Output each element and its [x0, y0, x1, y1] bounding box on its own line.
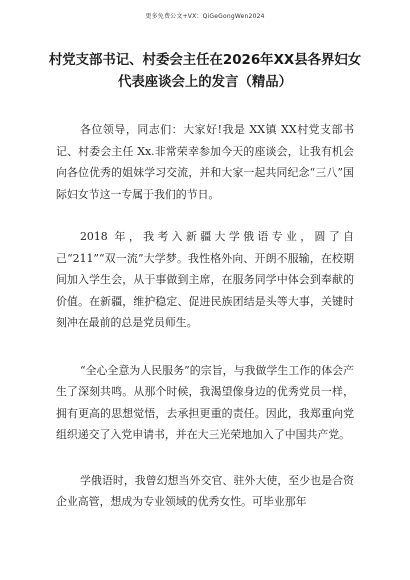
paragraph: “全心全意为人民服务”的宗旨，与我做学生工作的体会产生了深刻共鸣。从那个时候，我渴望像身边的优秀党员一样，拥有更高的思想觉悟，去承担更重的责任。因此，我郑重向党组织递交了入党申请书，并在大三光荣地加入了中国共产党。 [56, 363, 354, 441]
document-title: 村党支部书记、村委会主任在2026年XX县各界妇女代表座谈会上的发言（精品） [48, 53, 362, 90]
paragraph: 2018 年，我考入新疆大学俄语专业，圆了自己“211”“双一流”大学梦。我性格外向、开朗不服输，在校期间加入学生会，从于事做到主席，在服务同学中体会到奉献的价值。在新疆，维护稳定、促进民族团结是头等大事，关键时刻冲在最前的总是党员师生。 [56, 230, 354, 329]
paragraph: 学俄语时，我曾幻想当外交官、驻外大使，至少也是合资企业高管，想成为专业领域的优秀女性。可毕业那年 [56, 473, 354, 508]
document-body [56, 119, 354, 534]
paragraph: 各位领导，同志们：大家好!我是 XX镇 XX村党支部书记、村委会主任 Xx.非常荣幸参加今天的座谈会，让我有机会向各位优秀的姐妹学习交流，并和大家一起共同纪念“三八”国际妇女节这一专属于我们的节日。 [56, 123, 354, 201]
header-note: 更多免费公文+VX：QiGeGongWen2024 [145, 13, 265, 20]
